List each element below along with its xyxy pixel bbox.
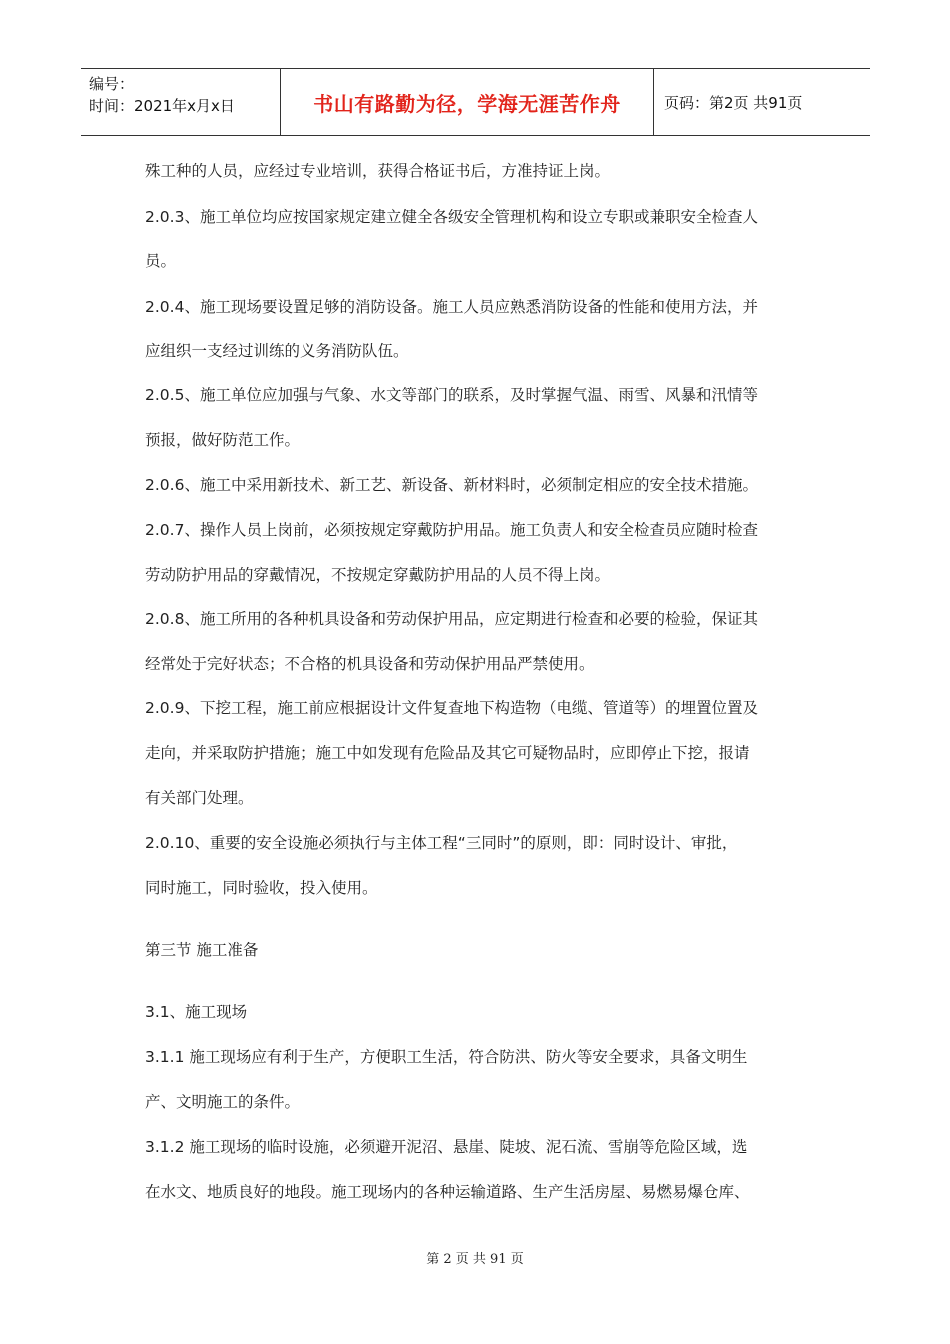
- document-code-label: 编号：: [89, 75, 135, 93]
- body-line: 在水文、地质良好的地段。施工现场内的各种运输道路、生产生活房屋、易燃易爆仓库、: [145, 1183, 750, 1201]
- body-line: 2.0.6、施工中采用新技术、新工艺、新设备、新材料时，必须制定相应的安全技术措施。: [145, 476, 758, 494]
- body-line: 劳动防护用品的穿戴情况，不按规定穿戴防护用品的人员不得上岗。: [145, 566, 611, 584]
- header-motto: 书山有路勤为径，学海无涯苦作舟: [313, 91, 621, 116]
- body-line: 员。: [145, 252, 177, 270]
- body-line: 2.0.3、施工单位均应按国家规定建立健全各级安全管理机构和设立专职或兼职安全检查人: [145, 208, 758, 226]
- subsection-heading: 3.1、施工现场: [145, 1003, 248, 1021]
- body-line: 3.1.1 施工现场应有利于生产，方便职工生活，符合防洪、防火等安全要求，具备文明生: [145, 1048, 748, 1066]
- body-line: 殊工种的人员，应经过专业培训，获得合格证书后，方准持证上岗。: [145, 162, 611, 180]
- body-line: 同时施工，同时验收，投入使用。: [145, 879, 378, 897]
- document-header: [81, 68, 870, 136]
- body-line: 2.0.4、施工现场要设置足够的消防设备。施工人员应熟悉消防设备的性能和使用方法，并: [145, 298, 758, 316]
- body-line: 2.0.10、重要的安全设施必须执行与主体工程“三同时”的原则，即：同时设计、审批，: [145, 834, 738, 852]
- body-line: 产、文明施工的条件。: [145, 1093, 301, 1111]
- body-line: 走向，并采取防护措施；施工中如发现有危险品及其它可疑物品时，应即停止下挖，报请: [145, 744, 750, 762]
- body-line: 有关部门处理。: [145, 789, 254, 807]
- document-date-label: 时间：2021年x月x日: [89, 97, 235, 115]
- body-line: 2.0.9、下挖工程，施工前应根据设计文件复查地下构造物（电缆、管道等）的埋置位置及: [145, 699, 758, 717]
- body-line: 2.0.5、施工单位应加强与气象、水文等部门的联系，及时掌握气温、雨雪、风暴和汛情等: [145, 386, 758, 404]
- header-page-cell: [654, 69, 870, 135]
- page-footer: 第 2 页 共 91 页: [426, 1252, 524, 1267]
- header-motto-cell: [281, 69, 654, 135]
- body-line: 经常处于完好状态；不合格的机具设备和劳动保护用品严禁使用。: [145, 655, 595, 673]
- body-line: 2.0.8、施工所用的各种机具设备和劳动保护用品，应定期进行检查和必要的检验，保证其: [145, 610, 758, 628]
- header-page-number: 页码：第2页 共91页: [664, 93, 803, 112]
- body-line: 2.0.7、操作人员上岗前，必须按规定穿戴防护用品。施工负责人和安全检查员应随时检查: [145, 521, 758, 539]
- body-line: 预报，做好防范工作。: [145, 431, 301, 449]
- header-meta: [81, 69, 281, 135]
- body-line: 应组织一支经过训练的义务消防队伍。: [145, 342, 409, 360]
- body-line: 3.1.2 施工现场的临时设施，必须避开泥沼、悬崖、陡坡、泥石流、雪崩等危险区域，选: [145, 1138, 748, 1156]
- section-heading: 第三节 施工准备: [145, 941, 259, 959]
